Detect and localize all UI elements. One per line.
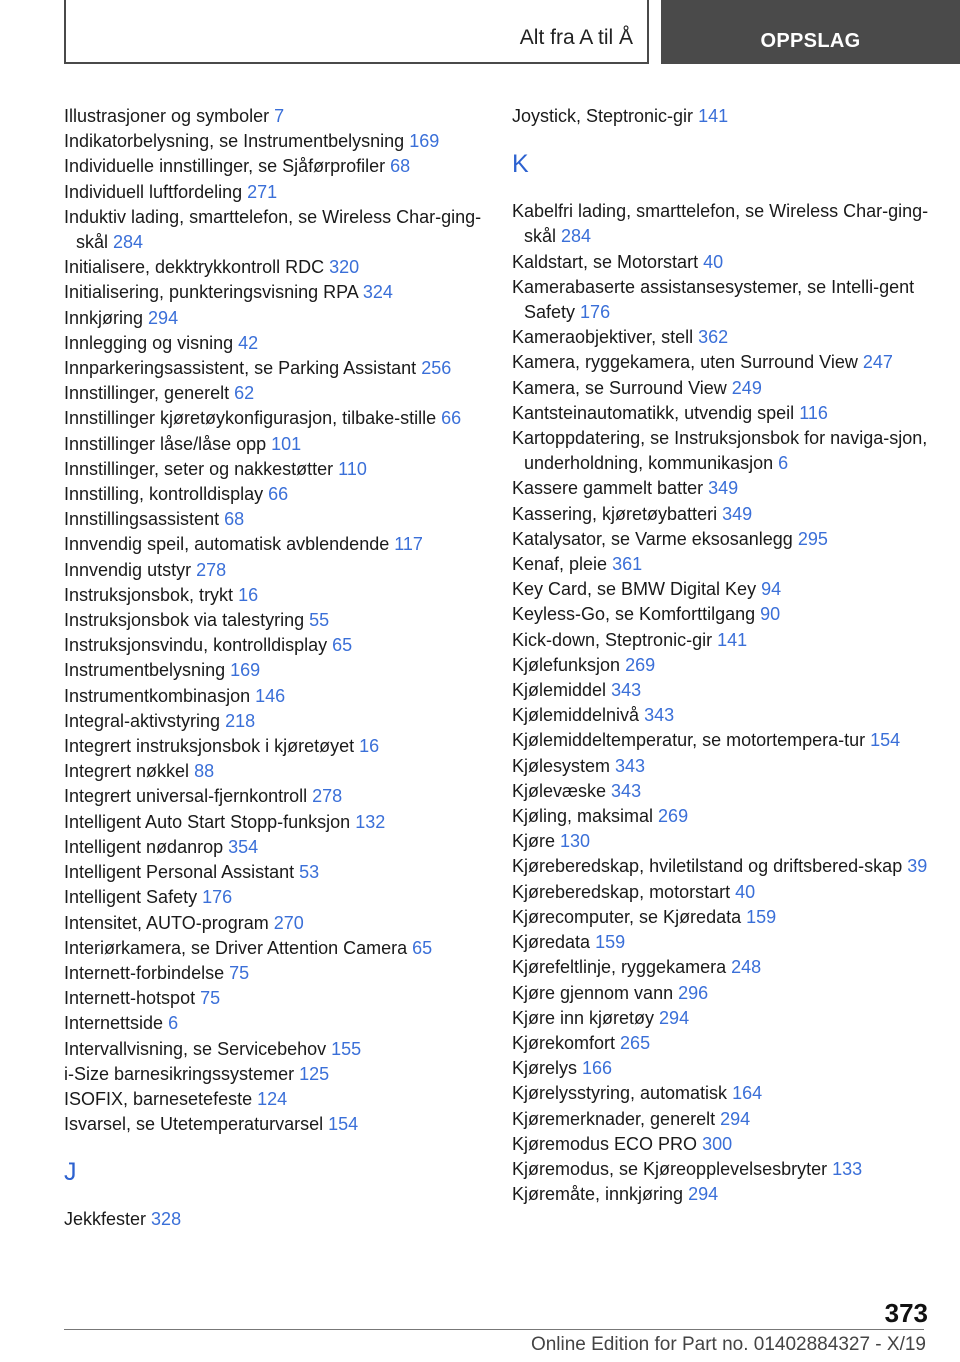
index-term: Initialisering, punkteringsvisning RPA bbox=[64, 282, 358, 303]
index-entry bbox=[512, 653, 932, 678]
index-term: Internettside bbox=[64, 1013, 164, 1034]
index-entry bbox=[512, 1157, 932, 1182]
index-entry bbox=[64, 180, 504, 205]
index-term: Joystick, Steptronic-gir bbox=[512, 106, 694, 126]
page-reference-link[interactable]: 169 bbox=[409, 131, 440, 152]
index-term: Internett-hotspot bbox=[64, 988, 196, 1009]
index-entry bbox=[512, 502, 932, 527]
index-entry bbox=[512, 804, 932, 829]
index-term: Kick-down, Steptronic-gir bbox=[512, 629, 713, 650]
index-entry bbox=[512, 1107, 932, 1132]
page-reference-link[interactable]: 68 bbox=[390, 156, 411, 177]
index-term: Integrert instruksjonsbok i kjøretøyet bbox=[64, 736, 355, 757]
index-entry bbox=[64, 154, 504, 179]
index-entry bbox=[512, 779, 932, 804]
index-term: Initialisere, dekktrykkontroll RDC bbox=[64, 257, 325, 278]
index-entry bbox=[64, 255, 504, 280]
index-term: Kameraobjektiver, stell bbox=[512, 327, 694, 348]
index-entry bbox=[64, 1087, 504, 1112]
page-reference-link[interactable]: 132 bbox=[355, 811, 386, 832]
page-reference-link[interactable]: 6 bbox=[778, 453, 789, 474]
page-reference-link[interactable]: 296 bbox=[678, 982, 709, 1003]
index-term: Innvendig speil, automatisk avblendende bbox=[64, 534, 390, 555]
page-reference-link[interactable]: 40 bbox=[735, 881, 756, 902]
index-term: Kjørecomputer, se Kjøredata bbox=[512, 906, 742, 927]
index-term: Kjølemiddeltemperatur, se motortempera-tur bbox=[512, 730, 866, 751]
index-term: Instruksjonsbok, trykt bbox=[64, 584, 234, 605]
index-term: Kjøremåte, innkjøring bbox=[512, 1184, 684, 1205]
page-reference-link[interactable]: 53 bbox=[299, 862, 320, 883]
index-entry bbox=[64, 1207, 504, 1232]
index-entry bbox=[64, 709, 504, 734]
index-term: Innstillinger, generelt bbox=[64, 383, 230, 404]
index-term: Innstillingsassistent bbox=[64, 509, 220, 530]
index-entry bbox=[64, 280, 504, 305]
index-entry bbox=[512, 880, 932, 905]
index-entry bbox=[512, 376, 932, 401]
index-term: Kjørelysstyring, automatisk bbox=[512, 1083, 728, 1104]
index-entry bbox=[512, 552, 932, 577]
page-reference-link[interactable]: 6 bbox=[168, 1013, 179, 1034]
index-term: Kjølesystem bbox=[512, 755, 611, 776]
index-term: Intelligent Safety bbox=[64, 887, 198, 908]
page-reference-link[interactable]: 249 bbox=[731, 377, 762, 398]
index-entry bbox=[512, 981, 932, 1006]
index-entry bbox=[64, 306, 504, 331]
index-term: Kjøling, maksimal bbox=[512, 806, 654, 827]
index-group-k bbox=[512, 199, 932, 1207]
index-entry bbox=[512, 1081, 932, 1106]
index-term: i-Size barnesikringssystemer bbox=[64, 1063, 295, 1084]
index-term: Kassering, kjøretøybatteri bbox=[512, 503, 718, 524]
index-term: Kjørefeltlinje, ryggekamera bbox=[512, 957, 727, 978]
index-term: Indikatorbelysning, se Instrumentbelysning bbox=[64, 131, 405, 152]
page-reference-link[interactable]: 130 bbox=[560, 831, 591, 852]
index-entry bbox=[64, 205, 504, 255]
index-entry bbox=[64, 432, 504, 457]
page-reference-link[interactable]: 164 bbox=[732, 1083, 763, 1104]
index-entry bbox=[512, 1031, 932, 1056]
index-entry bbox=[512, 1182, 932, 1207]
page-reference-link[interactable]: 75 bbox=[200, 988, 221, 1009]
page-reference-link[interactable]: 361 bbox=[612, 554, 643, 575]
index-term: Kaldstart, se Motorstart bbox=[512, 251, 699, 272]
index-entry bbox=[64, 936, 504, 961]
page-reference-link[interactable]: 343 bbox=[644, 705, 675, 726]
index-term: Instruksjonsbok via talestyring bbox=[64, 610, 305, 631]
page-reference-link[interactable]: 39 bbox=[907, 856, 928, 877]
page-reference-link[interactable]: 343 bbox=[615, 755, 646, 776]
index-entry bbox=[64, 507, 504, 532]
page-reference-link[interactable]: 343 bbox=[611, 780, 642, 801]
index-group-j bbox=[64, 1207, 504, 1232]
index-entry bbox=[512, 1056, 932, 1081]
index-entry bbox=[512, 250, 932, 275]
index-term: Illustrasjoner og symboler bbox=[64, 106, 270, 126]
index-entry bbox=[512, 199, 932, 249]
header-chapter-tab bbox=[661, 0, 960, 64]
page-reference-link[interactable]: 90 bbox=[760, 604, 781, 625]
index-term: Kjøremerknader, generelt bbox=[512, 1108, 716, 1129]
index-term: Kartoppdatering, se Instruksjonsbok for naviga-sjon, underholdning, kommunikasjon bbox=[512, 428, 928, 474]
index-entry bbox=[512, 905, 932, 930]
index-entry bbox=[64, 608, 504, 633]
index-term: Kjøremodus, se Kjøreopplevelsesbryter bbox=[512, 1158, 828, 1179]
page-reference-link[interactable]: 247 bbox=[862, 352, 893, 373]
index-entry bbox=[64, 759, 504, 784]
index-entry bbox=[64, 658, 504, 683]
index-term: Kjøre gjennom vann bbox=[512, 982, 674, 1003]
index-entry bbox=[512, 728, 932, 753]
index-term: Isvarsel, se Utetemperaturvarsel bbox=[64, 1114, 324, 1135]
page-reference-link[interactable]: 159 bbox=[746, 906, 777, 927]
index-term: Kjølemiddel bbox=[512, 680, 607, 701]
index-entry bbox=[512, 104, 932, 129]
page-reference-link[interactable]: 65 bbox=[332, 635, 353, 656]
page-reference-link[interactable]: 75 bbox=[229, 962, 250, 983]
index-term: Innstillinger låse/låse opp bbox=[64, 433, 267, 454]
index-entry bbox=[64, 633, 504, 658]
index-column-right bbox=[512, 104, 932, 1207]
section-title: Alt fra A til Å bbox=[519, 26, 633, 49]
page-reference-link[interactable]: 125 bbox=[299, 1063, 330, 1084]
index-term: Kamera, se Surround View bbox=[512, 377, 727, 398]
index-entry bbox=[64, 911, 504, 936]
page-reference-link[interactable]: 362 bbox=[698, 327, 729, 348]
chapter-label: OPPSLAG bbox=[760, 30, 861, 52]
page-reference-link[interactable]: 218 bbox=[225, 710, 256, 731]
page-reference-link[interactable]: 295 bbox=[797, 528, 828, 549]
index-term: Innparkeringsassistent, se Parking Assistant bbox=[64, 358, 417, 379]
index-term: Kantsteinautomatikk, utvendig speil bbox=[512, 402, 795, 423]
page-reference-link[interactable]: 269 bbox=[625, 654, 656, 675]
index-term: Individuell luftfordeling bbox=[64, 181, 243, 202]
index-entry bbox=[64, 885, 504, 910]
page-reference-link[interactable]: 68 bbox=[224, 509, 245, 530]
page-reference-link[interactable]: 154 bbox=[870, 730, 901, 751]
index-entry bbox=[512, 930, 932, 955]
page-reference-link[interactable]: 16 bbox=[359, 736, 380, 757]
page-reference-link[interactable]: 94 bbox=[761, 579, 782, 600]
page-reference-link[interactable]: 343 bbox=[611, 680, 642, 701]
index-term: Kjørelys bbox=[512, 1058, 578, 1079]
index-term: Kjølevæske bbox=[512, 780, 607, 801]
page-reference-link[interactable]: 300 bbox=[702, 1133, 733, 1154]
index-entry bbox=[512, 754, 932, 779]
page-reference-link[interactable]: 65 bbox=[412, 937, 433, 958]
index-entry bbox=[64, 381, 504, 406]
page-reference-link[interactable]: 16 bbox=[238, 584, 259, 605]
page-reference-link[interactable]: 101 bbox=[271, 433, 302, 454]
index-term: Key Card, se BMW Digital Key bbox=[512, 579, 757, 600]
page-reference-link[interactable]: 284 bbox=[113, 232, 144, 253]
footer-edition: Online Edition for Part no. 01402884327 - X/19 bbox=[530, 1334, 926, 1355]
index-entry bbox=[64, 129, 504, 154]
index-term: Jekkfester bbox=[64, 1209, 147, 1230]
index-term: Innlegging og visning bbox=[64, 332, 234, 353]
index-entry bbox=[64, 583, 504, 608]
page-reference-link[interactable]: 354 bbox=[228, 836, 259, 857]
index-entry bbox=[64, 104, 504, 129]
index-entry bbox=[64, 532, 504, 557]
index-term: ISOFIX, barnesetefeste bbox=[64, 1088, 253, 1109]
index-term: Intensitet, AUTO-program bbox=[64, 912, 269, 933]
page-reference-link[interactable]: 248 bbox=[731, 957, 762, 978]
index-term: Kjøreberedskap, motorstart bbox=[512, 881, 731, 902]
index-term: Kamerabaserte assistansesystemer, se Intelli-gent Safety bbox=[512, 276, 915, 323]
index-entry bbox=[512, 602, 932, 627]
index-entry bbox=[64, 684, 504, 709]
page-reference-link[interactable]: 154 bbox=[328, 1114, 359, 1135]
page-reference-link[interactable]: 324 bbox=[362, 282, 393, 303]
page-reference-link[interactable]: 349 bbox=[722, 503, 753, 524]
index-term: Instrumentkombinasjon bbox=[64, 685, 251, 706]
index-entry bbox=[512, 955, 932, 980]
index-entry bbox=[64, 1011, 504, 1036]
page-reference-link[interactable]: 176 bbox=[580, 302, 611, 323]
page-reference-link[interactable]: 55 bbox=[309, 610, 330, 631]
index-entry bbox=[64, 1112, 504, 1137]
index-entry bbox=[512, 426, 932, 476]
index-entry bbox=[512, 854, 932, 879]
index-term: Kjølefunksjon bbox=[512, 654, 621, 675]
page-reference-link[interactable]: 141 bbox=[698, 106, 729, 126]
index-term: Integrert universal-fjernkontroll bbox=[64, 786, 308, 807]
page-reference-link[interactable]: 155 bbox=[331, 1038, 362, 1059]
page-reference-link[interactable]: 284 bbox=[561, 226, 592, 247]
index-entry bbox=[64, 457, 504, 482]
header-section-box bbox=[64, 0, 649, 64]
page-number: 373 bbox=[884, 1298, 928, 1328]
index-letter-k: K bbox=[512, 150, 529, 179]
index-entry bbox=[512, 628, 932, 653]
index-entry bbox=[512, 275, 932, 325]
page-reference-link[interactable]: 320 bbox=[329, 257, 360, 278]
page-reference-link[interactable]: 159 bbox=[595, 932, 626, 953]
index-entry bbox=[512, 325, 932, 350]
index-entry bbox=[512, 1006, 932, 1031]
index-term: Kassere gammelt batter bbox=[512, 478, 704, 499]
page-reference-link[interactable]: 117 bbox=[394, 534, 423, 555]
index-term: Individuelle innstillinger, se Sjåførprofiler bbox=[64, 156, 386, 177]
page-reference-link[interactable]: 349 bbox=[708, 478, 739, 499]
index-term: Intervallvisning, se Servicebehov bbox=[64, 1038, 327, 1059]
index-entry bbox=[64, 356, 504, 381]
page-reference-link[interactable]: 294 bbox=[659, 1007, 690, 1028]
page-reference-link[interactable]: 7 bbox=[274, 106, 285, 126]
index-term: Interiørkamera, se Driver Attention Camera bbox=[64, 937, 408, 958]
index-entry bbox=[64, 482, 504, 507]
page-reference-link[interactable]: 270 bbox=[273, 912, 304, 933]
page-reference-link[interactable]: 66 bbox=[441, 408, 462, 429]
index-term: Kenaf, pleie bbox=[512, 554, 608, 575]
index-term: Kjørekomfort bbox=[512, 1032, 616, 1053]
index-entry bbox=[512, 350, 932, 375]
page-reference-link[interactable]: 146 bbox=[255, 685, 286, 706]
index-term: Intelligent nødanrop bbox=[64, 836, 224, 857]
index-term: Innkjøring bbox=[64, 307, 144, 328]
index-term: Instruksjonsvindu, kontrolldisplay bbox=[64, 635, 328, 656]
index-entry bbox=[512, 401, 932, 426]
index-group-j-continued bbox=[512, 104, 932, 129]
page-reference-link[interactable]: 271 bbox=[247, 181, 278, 202]
index-term: Kjøre bbox=[512, 831, 556, 852]
index-group-i bbox=[64, 104, 504, 1137]
index-entry bbox=[64, 810, 504, 835]
index-term: Internett-forbindelse bbox=[64, 962, 225, 983]
index-term: Innstilling, kontrolldisplay bbox=[64, 484, 264, 505]
page-reference-link[interactable]: 110 bbox=[338, 458, 367, 479]
page-reference-link[interactable]: 116 bbox=[799, 402, 828, 423]
page-reference-link[interactable]: 278 bbox=[312, 786, 343, 807]
page-reference-link[interactable]: 141 bbox=[717, 629, 748, 650]
index-entry bbox=[64, 734, 504, 759]
page-reference-link[interactable]: 278 bbox=[196, 559, 227, 580]
index-term: Integral-aktivstyring bbox=[64, 710, 221, 731]
page-reference-link[interactable]: 62 bbox=[234, 383, 255, 404]
index-term: Kjøremodus ECO PRO bbox=[512, 1133, 698, 1154]
page-reference-link[interactable]: 42 bbox=[238, 332, 259, 353]
index-term: Integrert nøkkel bbox=[64, 761, 190, 782]
index-entry bbox=[64, 986, 504, 1011]
index-entry bbox=[64, 406, 504, 431]
page-reference-link[interactable]: 176 bbox=[202, 887, 233, 908]
page-reference-link[interactable]: 294 bbox=[720, 1108, 751, 1129]
index-term: Katalysator, se Varme eksosanlegg bbox=[512, 528, 793, 549]
page-reference-link[interactable]: 269 bbox=[658, 806, 689, 827]
page-reference-link[interactable]: 265 bbox=[620, 1032, 651, 1053]
index-term: Induktiv lading, smarttelefon, se Wireless Char-ging-skål bbox=[64, 206, 482, 253]
index-entry bbox=[512, 1132, 932, 1157]
index-entry bbox=[512, 829, 932, 854]
page-reference-link[interactable]: 133 bbox=[832, 1158, 863, 1179]
index-entry bbox=[64, 331, 504, 356]
index-term: Kjøredata bbox=[512, 932, 591, 953]
index-entry bbox=[64, 558, 504, 583]
page-reference-link[interactable]: 294 bbox=[148, 307, 179, 328]
index-term: Kabelfri lading, smarttelefon, se Wireless Char-ging-skål bbox=[512, 201, 929, 247]
index-entry bbox=[64, 961, 504, 986]
index-term: Kamera, ryggekamera, uten Surround View bbox=[512, 352, 858, 373]
index-letter-j: J bbox=[64, 1158, 77, 1187]
index-entry bbox=[512, 527, 932, 552]
index-entry bbox=[64, 1062, 504, 1087]
index-entry bbox=[64, 1037, 504, 1062]
index-term: Kjølemiddelnivå bbox=[512, 705, 640, 726]
page-reference-link[interactable]: 328 bbox=[151, 1209, 182, 1230]
index-entry bbox=[64, 860, 504, 885]
page-reference-link[interactable]: 256 bbox=[421, 358, 452, 379]
page-reference-link[interactable]: 124 bbox=[257, 1088, 288, 1109]
index-term: Intelligent Auto Start Stopp-funksjon bbox=[64, 811, 351, 832]
index-term: Innstillinger kjøretøykonfigurasjon, tilbake-stille bbox=[64, 408, 437, 429]
page-reference-link[interactable]: 66 bbox=[268, 484, 289, 505]
index-entry bbox=[512, 678, 932, 703]
page-reference-link[interactable]: 40 bbox=[703, 251, 724, 272]
index-term: Innvendig utstyr bbox=[64, 559, 192, 580]
page-reference-link[interactable]: 169 bbox=[230, 660, 261, 681]
index-entry bbox=[512, 577, 932, 602]
index-entry bbox=[64, 784, 504, 809]
index-entry bbox=[512, 703, 932, 728]
page-reference-link[interactable]: 166 bbox=[582, 1058, 613, 1079]
index-entry bbox=[512, 476, 932, 501]
index-term: Keyless-Go, se Komforttilgang bbox=[512, 604, 756, 625]
page-reference-link[interactable]: 294 bbox=[688, 1184, 719, 1205]
index-term: Intelligent Personal Assistant bbox=[64, 862, 295, 883]
index-column-left bbox=[64, 104, 504, 1233]
footer-divider bbox=[64, 1329, 924, 1330]
index-entry bbox=[64, 835, 504, 860]
index-term: Innstillinger, seter og nakkestøtter bbox=[64, 458, 334, 479]
index-term: Kjøre inn kjøretøy bbox=[512, 1007, 655, 1028]
page-reference-link[interactable]: 88 bbox=[194, 761, 215, 782]
index-term: Kjøreberedskap, hviletilstand og driftsbered-skap bbox=[512, 856, 903, 877]
index-term: Instrumentbelysning bbox=[64, 660, 226, 681]
